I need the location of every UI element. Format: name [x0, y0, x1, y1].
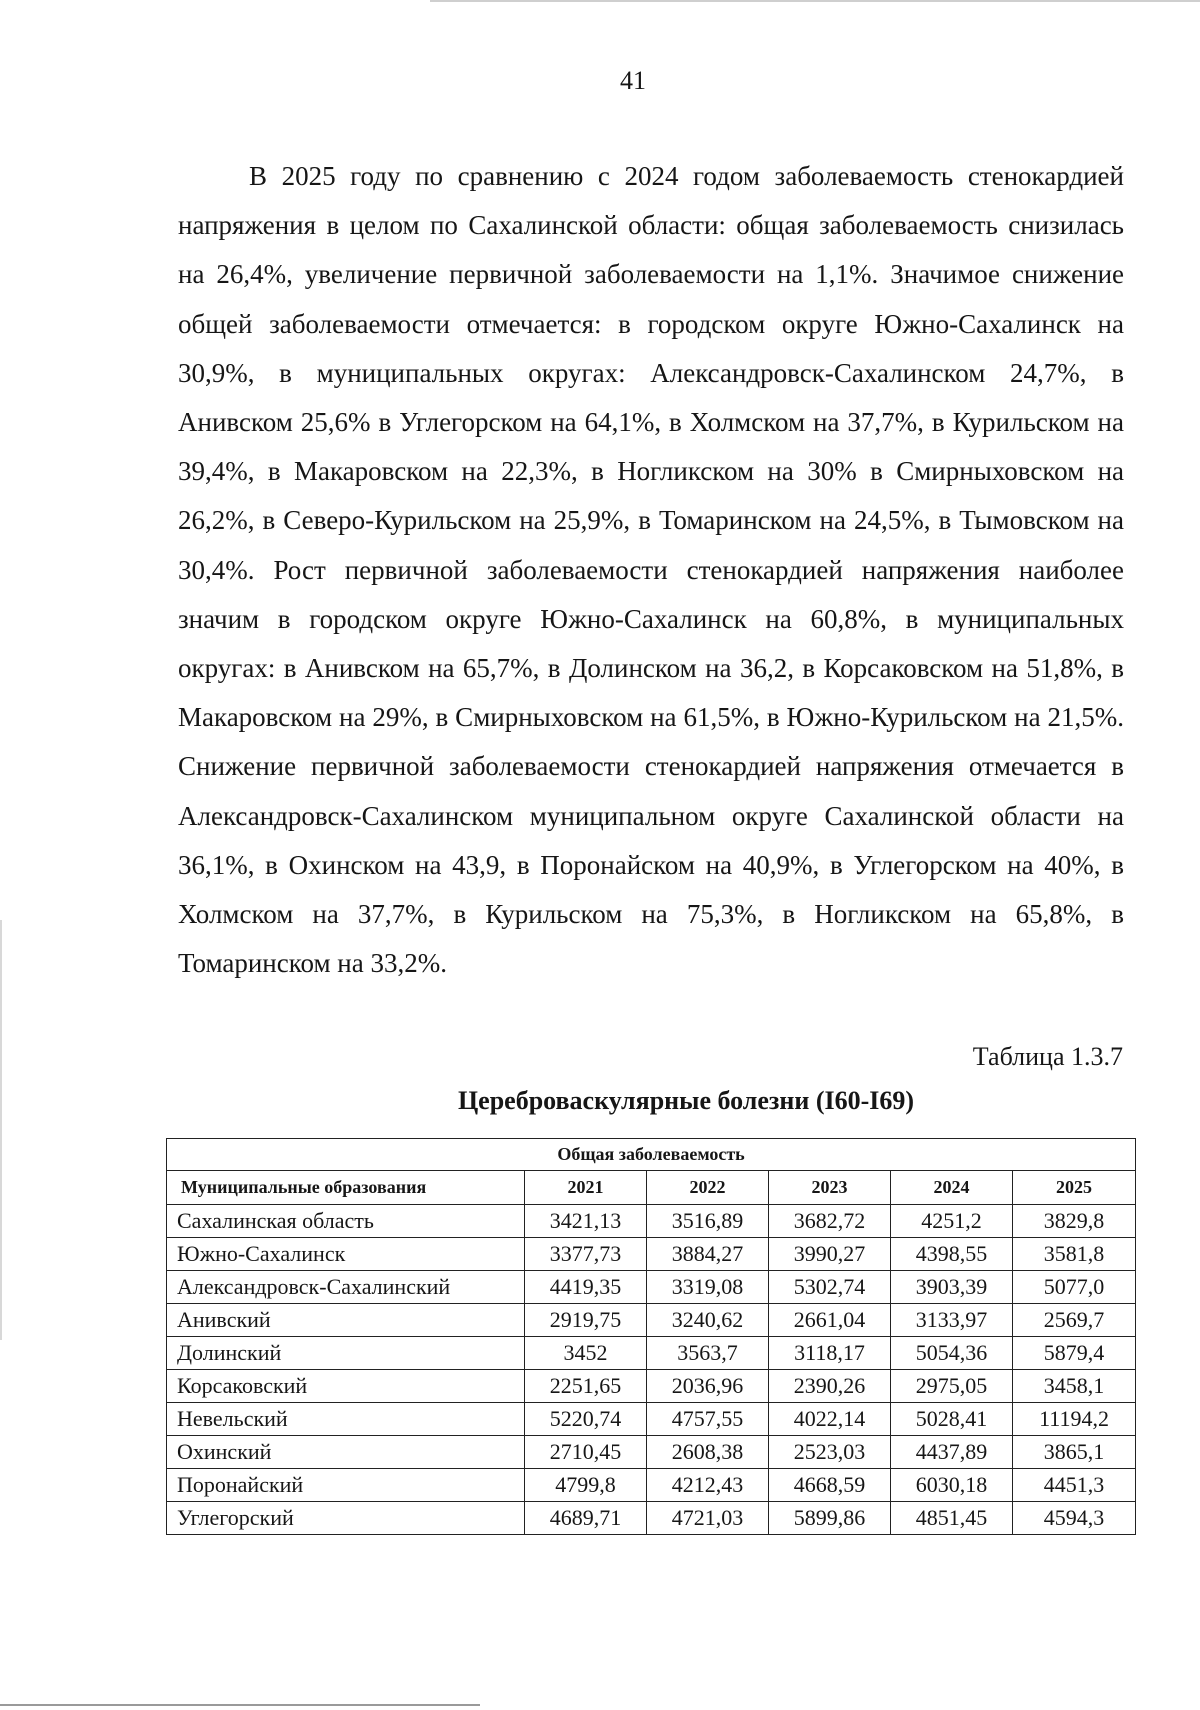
cell-value: 4251,2 [891, 1205, 1013, 1238]
cell-value: 2036,96 [647, 1370, 769, 1403]
cell-value: 2390,26 [769, 1370, 891, 1403]
morbidity-table [166, 1138, 1136, 1535]
cell-value: 3581,8 [1013, 1238, 1136, 1271]
scan-edge-left [0, 920, 2, 1340]
row-name: Поронайский [167, 1469, 525, 1502]
table-row [167, 1403, 1136, 1436]
row-name: Невельский [167, 1403, 525, 1436]
row-name: Южно-Сахалинск [167, 1238, 525, 1271]
cell-value: 5899,86 [769, 1502, 891, 1535]
cell-value: 4437,89 [891, 1436, 1013, 1469]
row-name: Долинский [167, 1337, 525, 1370]
cell-value: 6030,18 [891, 1469, 1013, 1502]
cell-value: 4799,8 [525, 1469, 647, 1502]
row-name: Охинский [167, 1436, 525, 1469]
cell-value: 5054,36 [891, 1337, 1013, 1370]
cell-value: 3240,62 [647, 1304, 769, 1337]
column-header-year: 2024 [891, 1171, 1013, 1205]
row-name: Александровск-Сахалинский [167, 1271, 525, 1304]
table-row [167, 1304, 1136, 1337]
cell-value: 2608,38 [647, 1436, 769, 1469]
table-row [167, 1469, 1136, 1502]
table-row [167, 1238, 1136, 1271]
cell-value: 3421,13 [525, 1205, 647, 1238]
table-row [167, 1271, 1136, 1304]
cell-value: 2523,03 [769, 1436, 891, 1469]
cell-value: 4398,55 [891, 1238, 1013, 1271]
cell-value: 3377,73 [525, 1238, 647, 1271]
cell-value: 3133,97 [891, 1304, 1013, 1337]
cell-value: 11194,2 [1013, 1403, 1136, 1436]
cell-value: 3458,1 [1013, 1370, 1136, 1403]
cell-value: 4451,3 [1013, 1469, 1136, 1502]
cell-value: 4689,71 [525, 1502, 647, 1535]
cell-value: 2661,04 [769, 1304, 891, 1337]
cell-value: 2569,7 [1013, 1304, 1136, 1337]
cell-value: 5220,74 [525, 1403, 647, 1436]
row-name: Корсаковский [167, 1370, 525, 1403]
cell-value: 4721,03 [647, 1502, 769, 1535]
cell-value: 3865,1 [1013, 1436, 1136, 1469]
cell-value: 5077,0 [1013, 1271, 1136, 1304]
table-row [167, 1502, 1136, 1535]
cell-value: 4419,35 [525, 1271, 647, 1304]
row-name: Сахалинская область [167, 1205, 525, 1238]
cell-value: 3829,8 [1013, 1205, 1136, 1238]
table-group-header-row [167, 1139, 1136, 1171]
column-header-year: 2023 [769, 1171, 891, 1205]
cell-value: 5879,4 [1013, 1337, 1136, 1370]
column-header-municipality: Муниципальные образования [167, 1171, 525, 1205]
cell-value: 4022,14 [769, 1403, 891, 1436]
cell-value: 2710,45 [525, 1436, 647, 1469]
body-paragraph: В 2025 году по сравнению с 2024 годом заболеваемость стенокардией напряжения в целом по Сахалинской области: общая заболеваемость снизилась на 26,4%, увеличение первичной заболеваемости на 1,1%. Значимое снижение общей заболеваемости отмечается: в городском округе Южно-Сахалинск на 30,9%, в муниципальных округах: Александровск-Сахалинском 24,7%, в Анивском 25,6% в Углегорском на 64,1%, в Холмском на 37,7%, в Курильском на 39,4%, в Макаровском на 22,3%, в Ногликском на 30% в Смирныховском на 26,2%, в Северо-Курильском на 25,9%, в Томаринском на 24,5%, в Тымовском на 30,4%. Рост первичной заболеваемости стенокардией напряжения наиболее значим в городском округе Южно-Сахалинск на 60,8%, в муниципальных округах: в Анивском на 65,7%, в Долинском на 36,2, в Корсаковском на 51,8%, в Макаровском на 29%, в Смирныховском на 61,5%, в Южно-Курильском на 21,5%. Снижение первичной заболеваемости стенокардией напряжения отмечается в Александровск-Сахалинском муниципальном округе Сахалинской области на 36,1%, в Охинском на 43,9, в Поронайском на 40,9%, в Углегорском на 40%, в Холмском на 37,7%, в Курильском на 75,3%, в Ногликском на 65,8%, в Томаринском на 33,2%. [178, 161, 1124, 979]
cell-value: 2975,05 [891, 1370, 1013, 1403]
cell-value: 4757,55 [647, 1403, 769, 1436]
cell-value: 3682,72 [769, 1205, 891, 1238]
column-header-year: 2021 [525, 1171, 647, 1205]
table-header-row [167, 1171, 1136, 1205]
cell-value: 3452 [525, 1337, 647, 1370]
row-name: Анивский [167, 1304, 525, 1337]
table-row [167, 1436, 1136, 1469]
table-caption: Таблица 1.3.7 [972, 1042, 1123, 1071]
column-header-year: 2025 [1013, 1171, 1136, 1205]
column-header-year: 2022 [647, 1171, 769, 1205]
cell-value: 4851,45 [891, 1502, 1013, 1535]
cell-value: 3319,08 [647, 1271, 769, 1304]
scan-edge-bottom [0, 1704, 480, 1706]
table-row [167, 1337, 1136, 1370]
cell-value: 5302,74 [769, 1271, 891, 1304]
cell-value: 3118,17 [769, 1337, 891, 1370]
cell-value: 2919,75 [525, 1304, 647, 1337]
cell-value: 3990,27 [769, 1238, 891, 1271]
cell-value: 4212,43 [647, 1469, 769, 1502]
cell-value: 3516,89 [647, 1205, 769, 1238]
cell-value: 4594,3 [1013, 1502, 1136, 1535]
cell-value: 5028,41 [891, 1403, 1013, 1436]
cell-value: 2251,65 [525, 1370, 647, 1403]
cell-value: 3884,27 [647, 1238, 769, 1271]
page-number: 41 [620, 66, 646, 95]
cell-value: 4668,59 [769, 1469, 891, 1502]
row-name: Углегорский [167, 1502, 525, 1535]
table-row [167, 1370, 1136, 1403]
scan-edge-top [430, 0, 1200, 2]
group-header: Общая заболеваемость [167, 1139, 1136, 1171]
table-row [167, 1205, 1136, 1238]
cell-value: 3903,39 [891, 1271, 1013, 1304]
cell-value: 3563,7 [647, 1337, 769, 1370]
table-title: Цереброваскулярные болезни (I60-I69) [457, 1086, 915, 1115]
